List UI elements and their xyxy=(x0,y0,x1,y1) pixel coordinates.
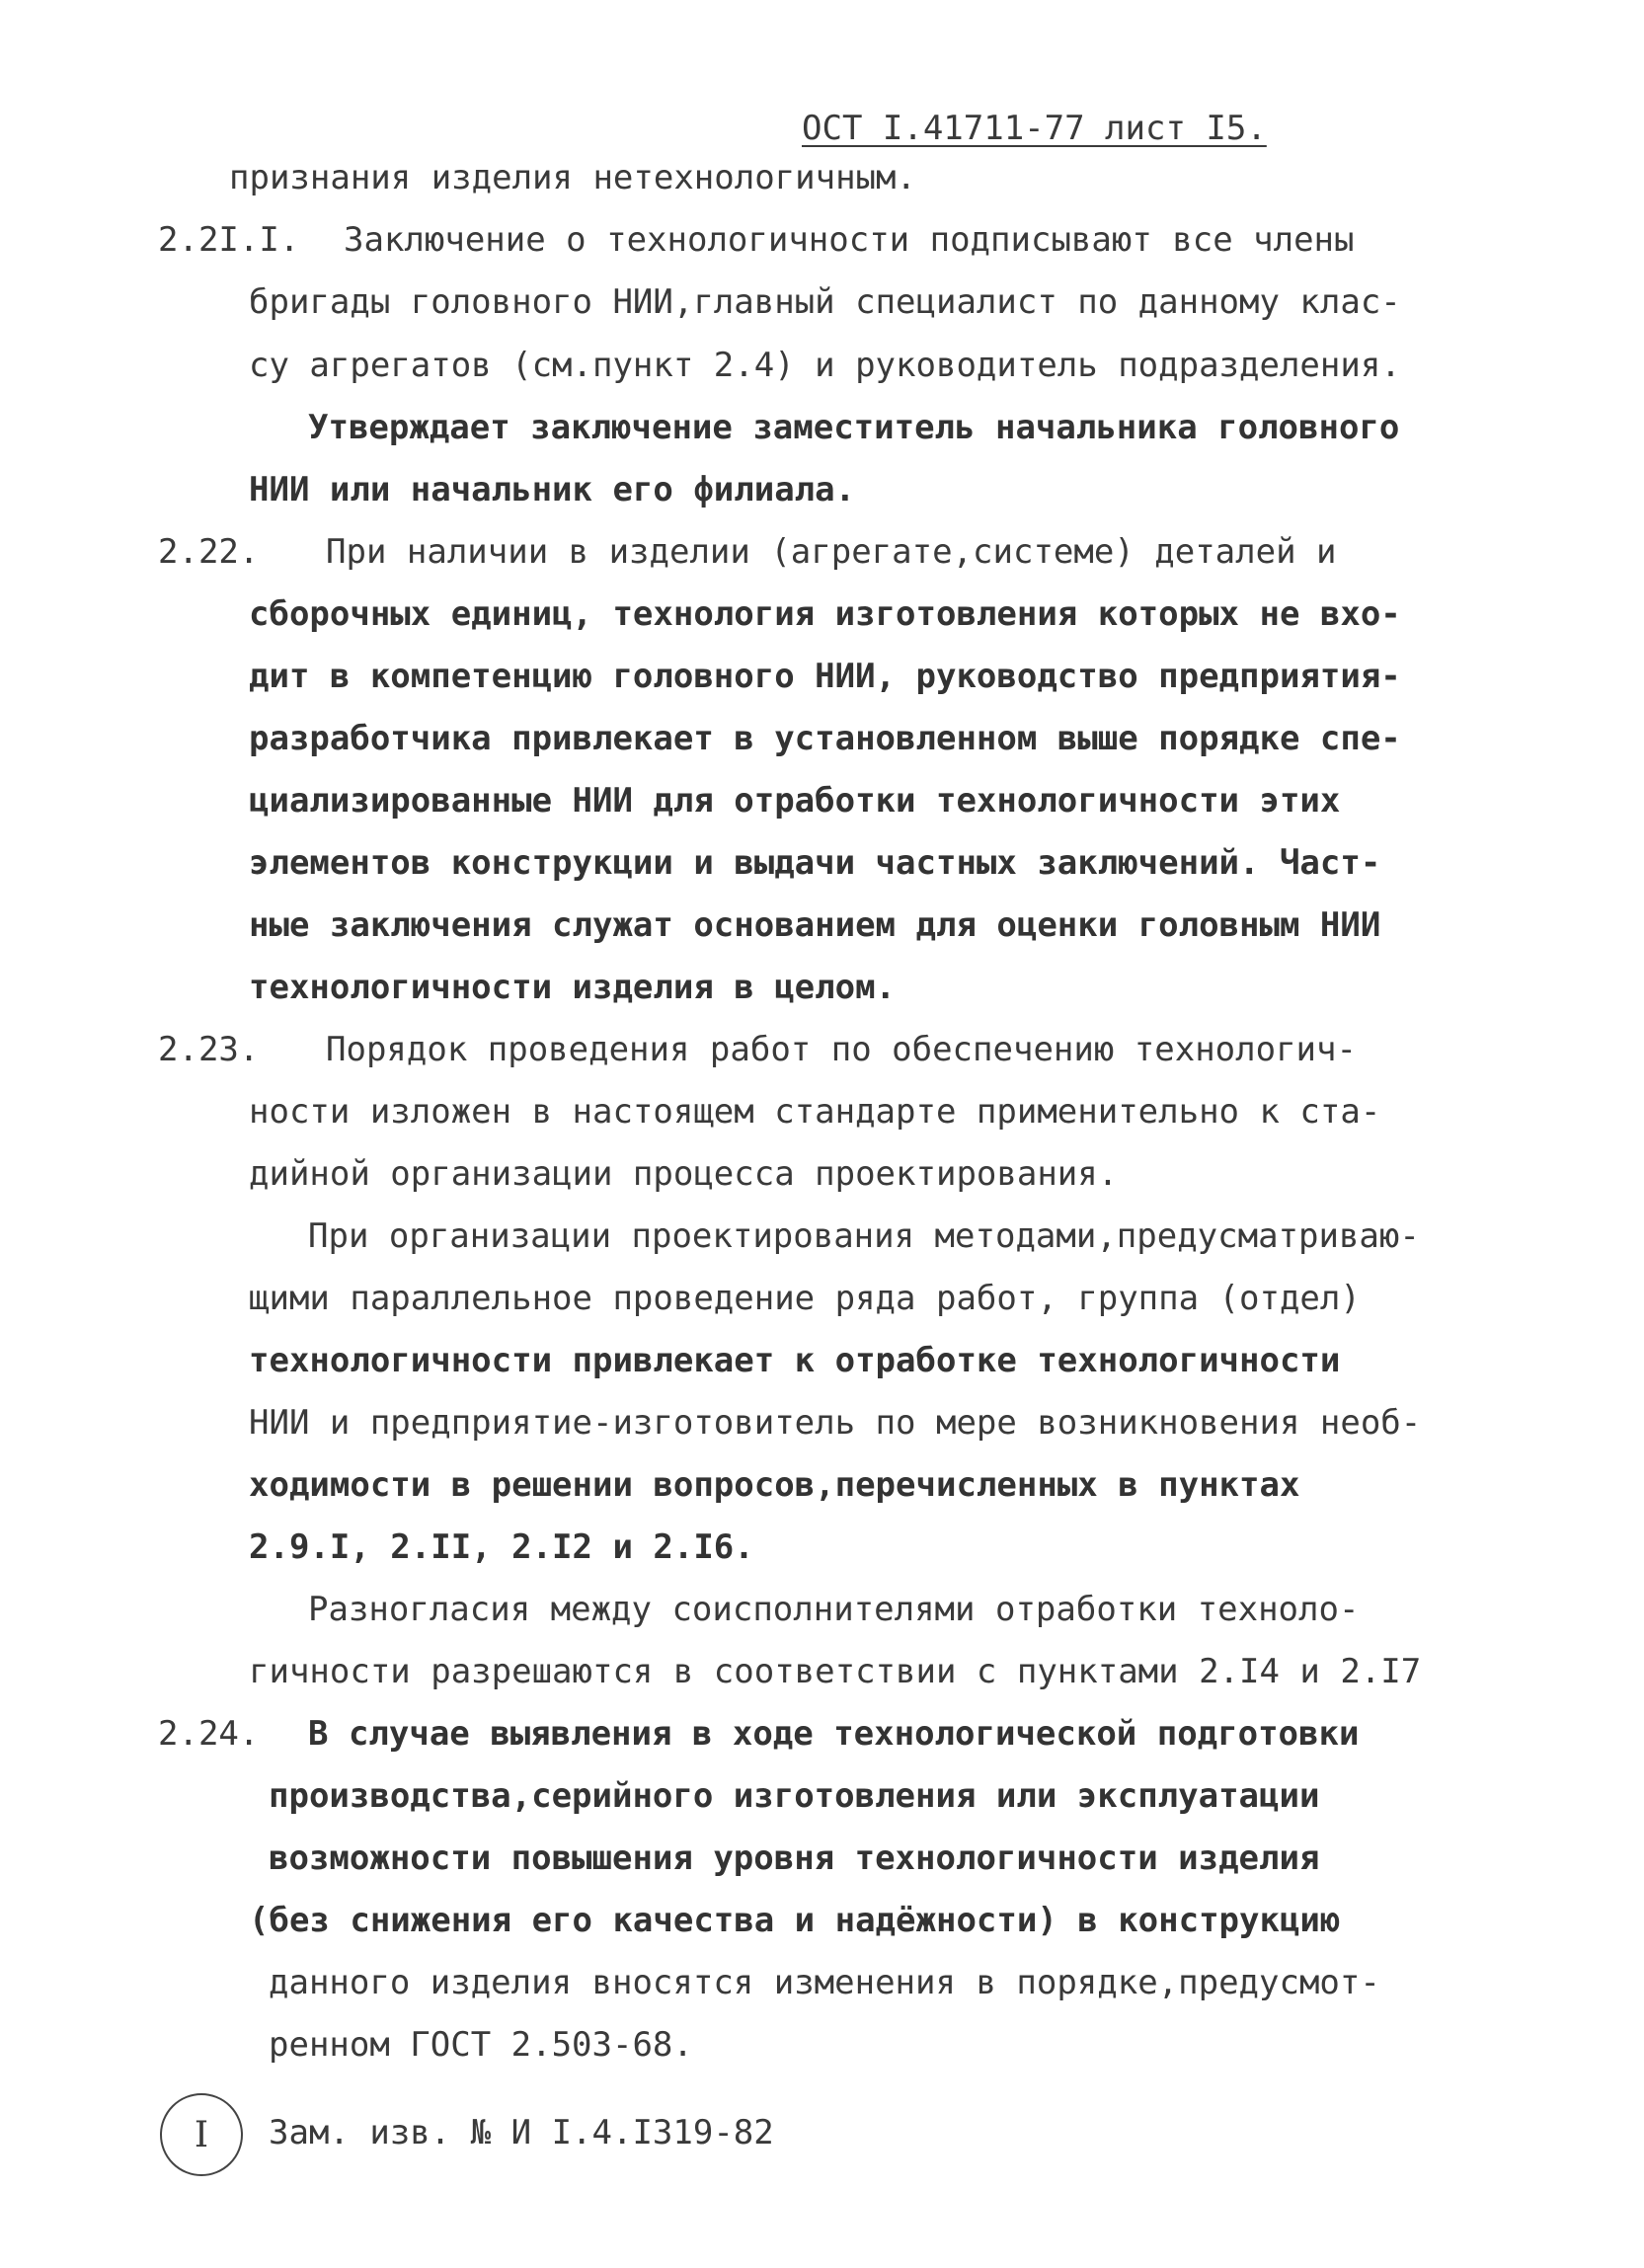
paragraph-line: (без снижения его качества и надёжности) в конструкцию xyxy=(249,1901,1341,1940)
paragraph-line: су агрегатов (см.пункт 2.4) и руководитель подразделения. xyxy=(249,346,1401,385)
paragraph-line: Порядок проведения работ по обеспечению технологич- xyxy=(326,1030,1357,1069)
paragraph-line: данного изделия вносятся изменения в порядке,предусмот- xyxy=(269,1963,1380,2002)
paragraph-line: ренном ГОСТ 2.503-68. xyxy=(269,2025,693,2065)
paragraph-line: технологичности изделия в целом. xyxy=(249,968,897,1007)
paragraph-line: щими параллельное проведение ряда работ, группа (отдел) xyxy=(249,1279,1361,1318)
paragraph-line: бригады головного НИИ,главный специалист по данному клас- xyxy=(249,282,1401,322)
paragraph-line: В случае выявления в ходе технологической подготовки xyxy=(308,1714,1360,1754)
change-number-label: I xyxy=(194,2114,209,2155)
paragraph-line: ности изложен в настоящем стандарте применительно к ста- xyxy=(249,1092,1381,1132)
paragraph-line: сборочных единиц, технология изготовления которых не вхо- xyxy=(249,594,1401,634)
paragraph-line: гичности разрешаются в соответствии с пунктами 2.I4 и 2.I7 xyxy=(249,1652,1422,1691)
paragraph-line: Разногласия между соисполнителями отработки техноло- xyxy=(308,1590,1360,1629)
paragraph-line: элементов конструкции и выдачи частных заключений. Част- xyxy=(249,843,1381,883)
change-notice-text: Зам. изв. № И I.4.I319-82 xyxy=(269,2113,774,2152)
paragraph-line: При организации проектирования методами,предусматриваю- xyxy=(308,1216,1420,1256)
paragraph-line: технологичности привлекает к отработке технологичности xyxy=(249,1341,1341,1380)
paragraph-line: 2.9.I, 2.II, 2.I2 и 2.I6. xyxy=(249,1527,754,1567)
paragraph-line: НИИ или начальник его филиала. xyxy=(249,470,856,509)
paragraph-line: Утверждает заключение заместитель начальника головного xyxy=(308,408,1400,447)
document-header: ОСТ I.41711-77 лист I5. xyxy=(802,109,1267,148)
paragraph-line: НИИ и предприятие-изготовитель по мере возникновения необ- xyxy=(249,1403,1422,1443)
paragraph-line: циализированные НИИ для отработки технологичности этих xyxy=(249,781,1341,821)
paragraph-line: ходимости в решении вопросов,перечисленных в пунктах xyxy=(249,1465,1300,1505)
paragraph-line: производства,серийного изготовления или эксплуатации xyxy=(269,1776,1320,1816)
section-number-2-22: 2.22. xyxy=(158,532,260,572)
paragraph-line: возможности повышения уровня технологичности изделия xyxy=(269,1838,1320,1878)
paragraph-line: дит в компетенцию головного НИИ, руководство предприятия- xyxy=(249,657,1401,696)
section-number-2-24: 2.24. xyxy=(158,1714,260,1754)
paragraph-line: ные заключения служат основанием для оценки головным НИИ xyxy=(249,905,1381,945)
paragraph-line: Заключение о технологичности подписывают все члены xyxy=(344,220,1355,260)
paragraph-line: разработчика привлекает в установленном выше порядке спе- xyxy=(249,719,1401,758)
paragraph-line: При наличии в изделии (агрегате,системе) деталей и xyxy=(326,532,1337,572)
section-number-2-23: 2.23. xyxy=(158,1030,260,1069)
section-number-2-21-1: 2.2I.I. xyxy=(158,220,300,260)
paragraph-line: признания изделия нетехнологичным. xyxy=(229,158,916,197)
change-number-circle xyxy=(160,2093,243,2176)
paragraph-line: дийной организации процесса проектирования. xyxy=(249,1154,1119,1194)
